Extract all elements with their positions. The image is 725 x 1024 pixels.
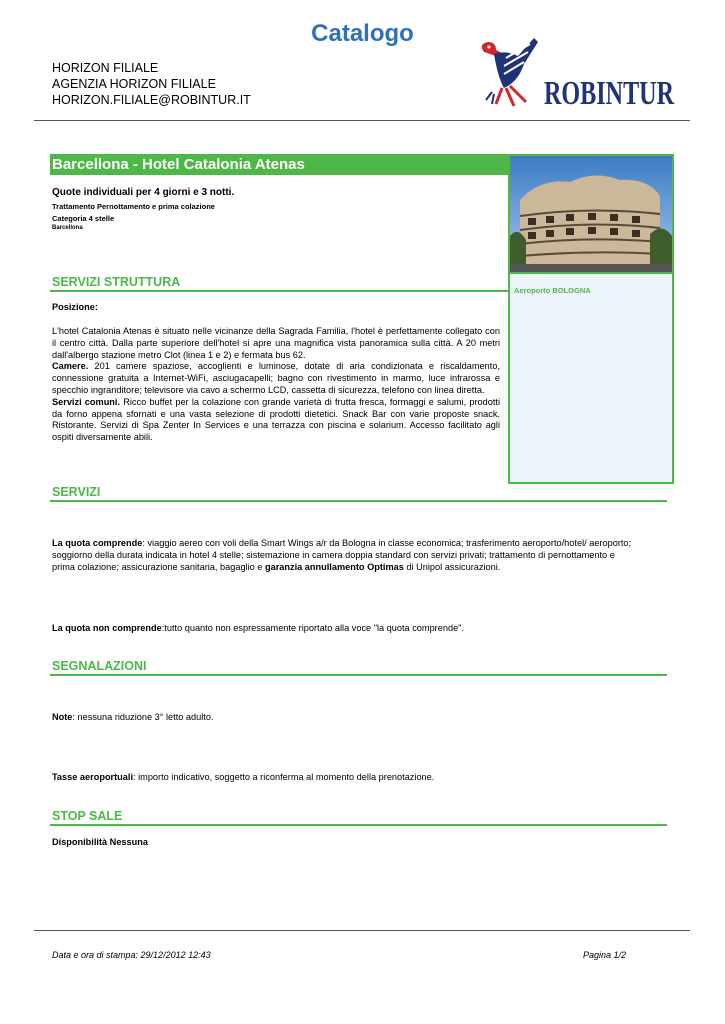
note-label: Note <box>52 712 73 722</box>
section-divider <box>50 290 510 292</box>
note-text: : nessuna riduzione 3° letto adulto. <box>72 712 214 722</box>
section-divider <box>50 500 667 502</box>
structure-description <box>52 326 500 444</box>
hotel-city: Barcellona <box>52 225 83 231</box>
logo-text: ROBINTUR <box>544 75 675 112</box>
servizi-comuni-label: Servizi comuni. <box>52 396 121 407</box>
hotel-name: Barcellona - Hotel Catalonia Atenas <box>52 156 305 173</box>
print-timestamp: Data e ora di stampa: 29/12/2012 12:43 <box>52 950 211 960</box>
bird-logo-icon <box>474 34 678 114</box>
section-heading-servizi-struttura: SERVIZI STRUTTURA <box>52 275 181 289</box>
comprende-label: La quota comprende <box>52 538 143 548</box>
tasse-text: : importo indicativo, soggetto a riconferma al momento della prenotazione. <box>133 772 435 782</box>
quota-comprende <box>52 538 632 573</box>
departure-airport: Aeroporto BOLOGNA <box>514 286 591 295</box>
availability: Disponibilità Nessuna <box>52 837 148 847</box>
hotel-photo <box>510 156 672 272</box>
note <box>52 712 632 724</box>
tasse-label: Tasse aeroportuali <box>52 772 134 782</box>
page-title: Catalogo <box>311 20 414 47</box>
servizi-comuni-text: Ricco buffet per la colazione con grande varietà di frutta fresca, formaggi e salumi, prodotti da forno appena sfornati e una vasta selezione di prodotti dietetici. Snack Bar con varie proposte snack. Ristorante. Servizi di Spa Zenter In Services e una terrazza con piscina e solarium. Accesso facilitato agli ospiti diversamente abili. <box>52 396 500 443</box>
board-type: Trattamento Pernottamento e prima colazione <box>52 202 215 211</box>
section-heading-segnalazioni: SEGNALAZIONI <box>52 659 147 673</box>
section-divider <box>50 824 667 826</box>
camere-text: 201 camere spaziose, accoglienti e luminose, dotate di aria condizionata e riscaldamento, connessione gratuita a Internet-WiFi, asciugacapelli; bagno con rivestimento in marmo, luce infrarossa e specchio ingranditore; televisore via cavo a schermo LCD, cassetta di sicurezza, telefono con linea diretta. <box>52 361 500 395</box>
posizione-label: Posizione: <box>52 302 98 312</box>
footer-divider <box>34 930 690 931</box>
agency-info <box>52 60 251 108</box>
quota-non-comprende <box>52 623 632 635</box>
hotel-category: Categoria 4 stelle <box>52 214 115 223</box>
non-comprende-label: La quota non comprende <box>52 623 162 633</box>
posizione-text: L'hotel Catalonia Atenas è situato nelle vicinanze della Sagrada Familia, l'hotel è perfettamente collegato con il centro città. Dalla parte superiore dell'hotel si apre una magnifica vista panoramica sulla città. A 20 metri dall'albergo stazione metro Clot (linea 1 e 2) e fermata bus 62. <box>52 326 500 360</box>
quote-info: Quote individuali per 4 giorni e 3 notti. <box>52 187 235 198</box>
camere-label: Camere. <box>52 361 89 372</box>
comprende-text: : viaggio aereo con voli della Smart Wings a/r da Bologna in classe economica; trasferimento aeroporto/hotel/ aeroporto; soggiorno della durata indicata in hotel 4 stelle; sistemazione in camera doppia standard con servizi privati; trattamento di pernottamento e prima colazione; assicurazione sanitaria, bagaglio e <box>52 538 632 572</box>
robintur-logo <box>474 34 678 114</box>
section-heading-stop-sale: STOP SALE <box>52 809 123 823</box>
tasse-aeroportuali <box>52 772 632 784</box>
section-divider <box>50 674 667 676</box>
section-heading-servizi: SERVIZI <box>52 485 101 499</box>
comprende-end: di Unipol assicurazioni. <box>403 561 501 572</box>
header-divider <box>34 120 690 121</box>
agency-line-2: AGENZIA HORIZON FILIALE <box>52 77 216 91</box>
agency-email: HORIZON.FILIALE@ROBINTUR.IT <box>52 93 251 107</box>
hotel-title-bar <box>50 154 508 175</box>
photo-separator <box>510 272 672 274</box>
agency-line-1: HORIZON FILIALE <box>52 61 159 75</box>
non-comprende-text: :tutto quanto non espressamente riportato alla voce "la quota comprende". <box>161 623 464 633</box>
page-number: Pagina 1/2 <box>583 950 627 960</box>
comprende-bold: garanzia annullamento Optimas <box>264 561 404 572</box>
